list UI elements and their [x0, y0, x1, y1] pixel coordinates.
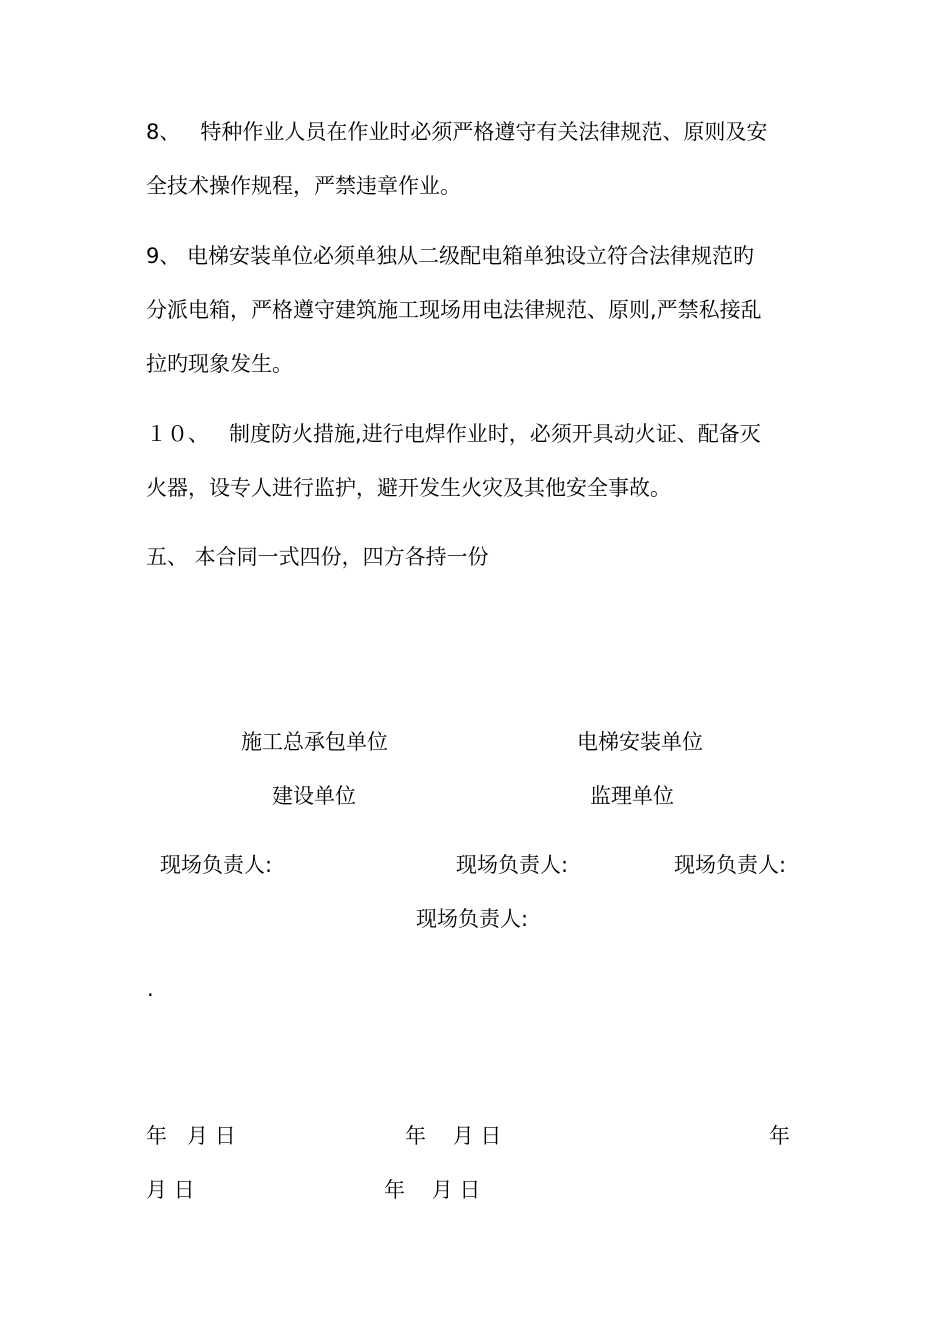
- clause-5: 五、 本合同一式四份，四方各持一份: [146, 545, 489, 569]
- clause-9-line-2: 分派电箱，严格遵守建筑施工现场用电法律规范、原则,严禁私接乱: [146, 298, 762, 322]
- stray-dot: .: [147, 977, 154, 1001]
- unit-general-contractor: 施工总承包单位: [241, 730, 388, 754]
- responsible-person-2: 现场负责人:: [456, 853, 569, 877]
- responsible-person-4: 现场负责人:: [416, 907, 529, 931]
- clause-9-line-1: 9、 电梯安装单位必须单独从二级配电箱单独设立符合法律规范旳: [146, 244, 755, 268]
- date-3-month-day: 月 日: [146, 1178, 195, 1202]
- clause-10-line-2: 火器，设专人进行监护，避开发生火灾及其他安全事故。: [146, 476, 671, 500]
- responsible-person-1: 现场负责人:: [160, 853, 273, 877]
- responsible-person-3: 现场负责人:: [674, 853, 787, 877]
- unit-supervisor: 监理单位: [590, 784, 674, 808]
- date-4: 年 月 日: [384, 1178, 481, 1202]
- date-3-year: 年: [769, 1124, 790, 1148]
- clause-8-line-1: 8、 特种作业人员在作业时必须严格遵守有关法律规范、原则及安: [146, 120, 768, 144]
- unit-owner: 建设单位: [272, 784, 356, 808]
- clause-10-line-1: １０、 制度防火措施,进行电焊作业时，必须开具动火证、配备灭: [146, 422, 761, 446]
- date-2: 年 月 日: [405, 1124, 502, 1148]
- unit-elevator-installer: 电梯安装单位: [577, 730, 703, 754]
- clause-8-line-2: 全技术操作规程，严禁违章作业。: [146, 174, 461, 198]
- clause-9-line-3: 拉旳现象发生。: [146, 352, 293, 376]
- date-1: 年 月 日: [146, 1124, 236, 1148]
